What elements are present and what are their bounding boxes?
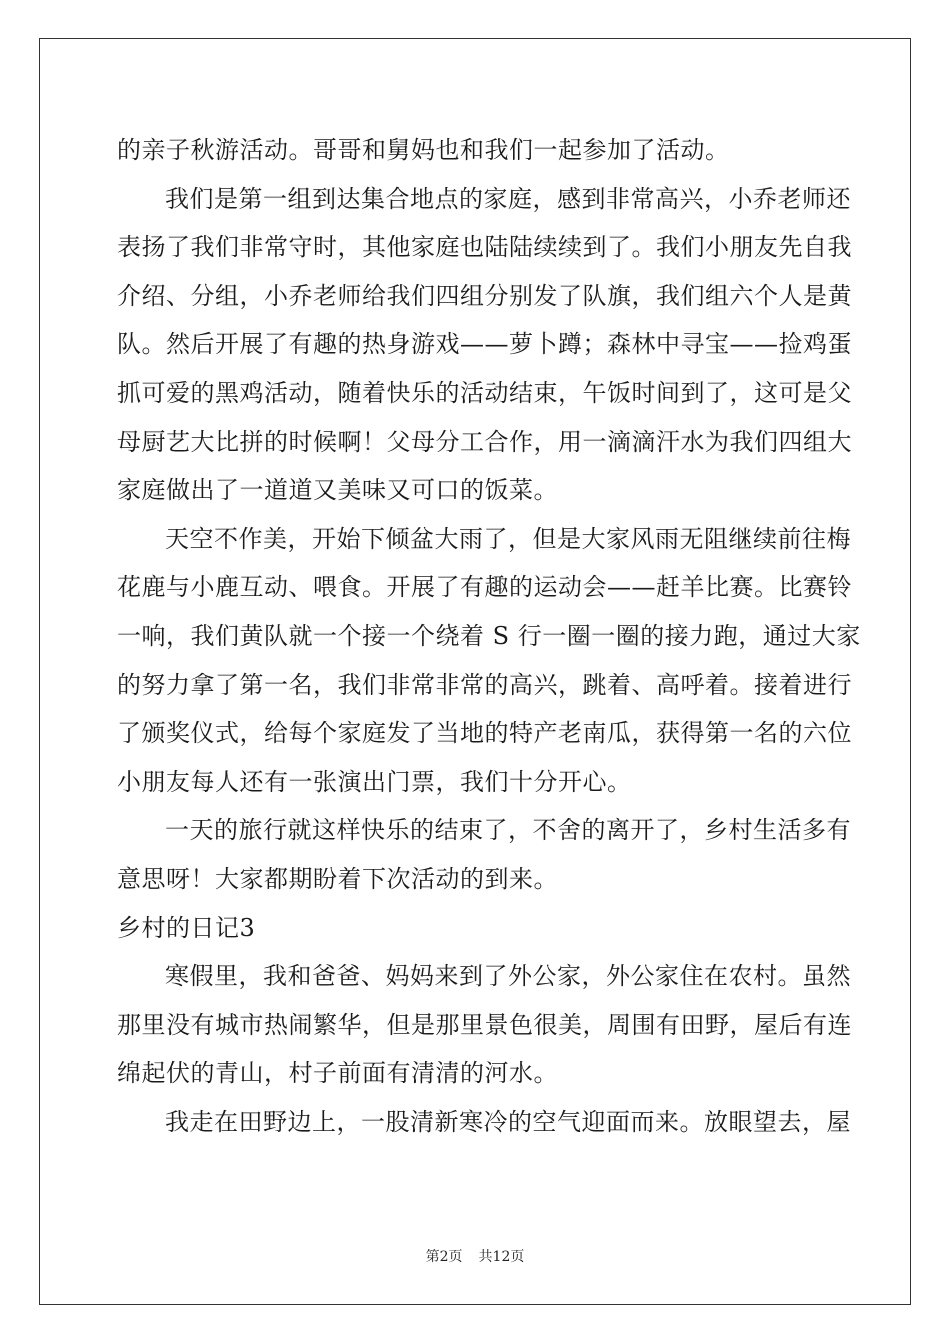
- text-line: 介绍、分组，小乔老师给我们四组分别发了队旗，我们组六个人是黄: [117, 281, 852, 310]
- page-number: 第2页: [425, 1249, 463, 1265]
- text-line: 我们是第一组到达集合地点的家庭，感到非常高兴，小乔老师还: [165, 184, 851, 213]
- text-line: 意思呀！大家都期盼着下次活动的到来。: [117, 864, 558, 893]
- document-body: [117, 126, 861, 1146]
- page-footer: [0, 1246, 950, 1266]
- text-line: 的努力拿了第一名，我们非常非常的高兴，跳着、高呼着。接着进行: [117, 670, 852, 699]
- text-line: 抓可爱的黑鸡活动，随着快乐的活动结束，午饭时间到了，这可是父: [117, 378, 852, 407]
- text-line: 天空不作美，开始下倾盆大雨了，但是大家风雨无阻继续前往梅: [165, 524, 851, 553]
- text-line: 队。然后开展了有趣的热身游戏——萝卜蹲；森林中寻宝——捡鸡蛋: [117, 330, 852, 359]
- text-line: 母厨艺大比拼的时候啊！父母分工合作，用一滴滴汗水为我们四组大: [117, 427, 852, 456]
- text-line: 小朋友每人还有一张演出门票，我们十分开心。: [117, 767, 632, 796]
- text-line: 花鹿与小鹿互动、喂食。开展了有趣的运动会——赶羊比赛。比赛铃: [117, 573, 852, 602]
- text-line: 一响，我们黄队就一个接一个绕着 S 行一圈一圈的接力跑，通过大家: [117, 621, 861, 650]
- total-pages: 共12页: [478, 1249, 525, 1265]
- text-line: 了颁奖仪式，给每个家庭发了当地的特产老南瓜，获得第一名的六位: [117, 719, 852, 748]
- text-line: 寒假里，我和爸爸、妈妈来到了外公家，外公家住在农村。虽然: [165, 962, 851, 991]
- text-line: 的亲子秋游活动。哥哥和舅妈也和我们一起参加了活动。: [117, 136, 730, 164]
- section-heading: 乡村的日记3: [117, 913, 256, 942]
- text-line: 我走在田野边上，一股清新寒冷的空气迎面而来。放眼望去，屋: [165, 1107, 851, 1136]
- text-line: 表扬了我们非常守时，其他家庭也陆陆续续到了。我们小朋友先自我: [117, 233, 852, 262]
- text-line: 那里没有城市热闹繁华，但是那里景色很美，周围有田野，屋后有连: [117, 1010, 852, 1039]
- text-line: 一天的旅行就这样快乐的结束了，不舍的离开了，乡村生活多有: [165, 816, 851, 845]
- text-line: 家庭做出了一道道又美味又可口的饭菜。: [117, 476, 558, 505]
- text-line: 绵起伏的青山，村子前面有清清的河水。: [117, 1059, 558, 1088]
